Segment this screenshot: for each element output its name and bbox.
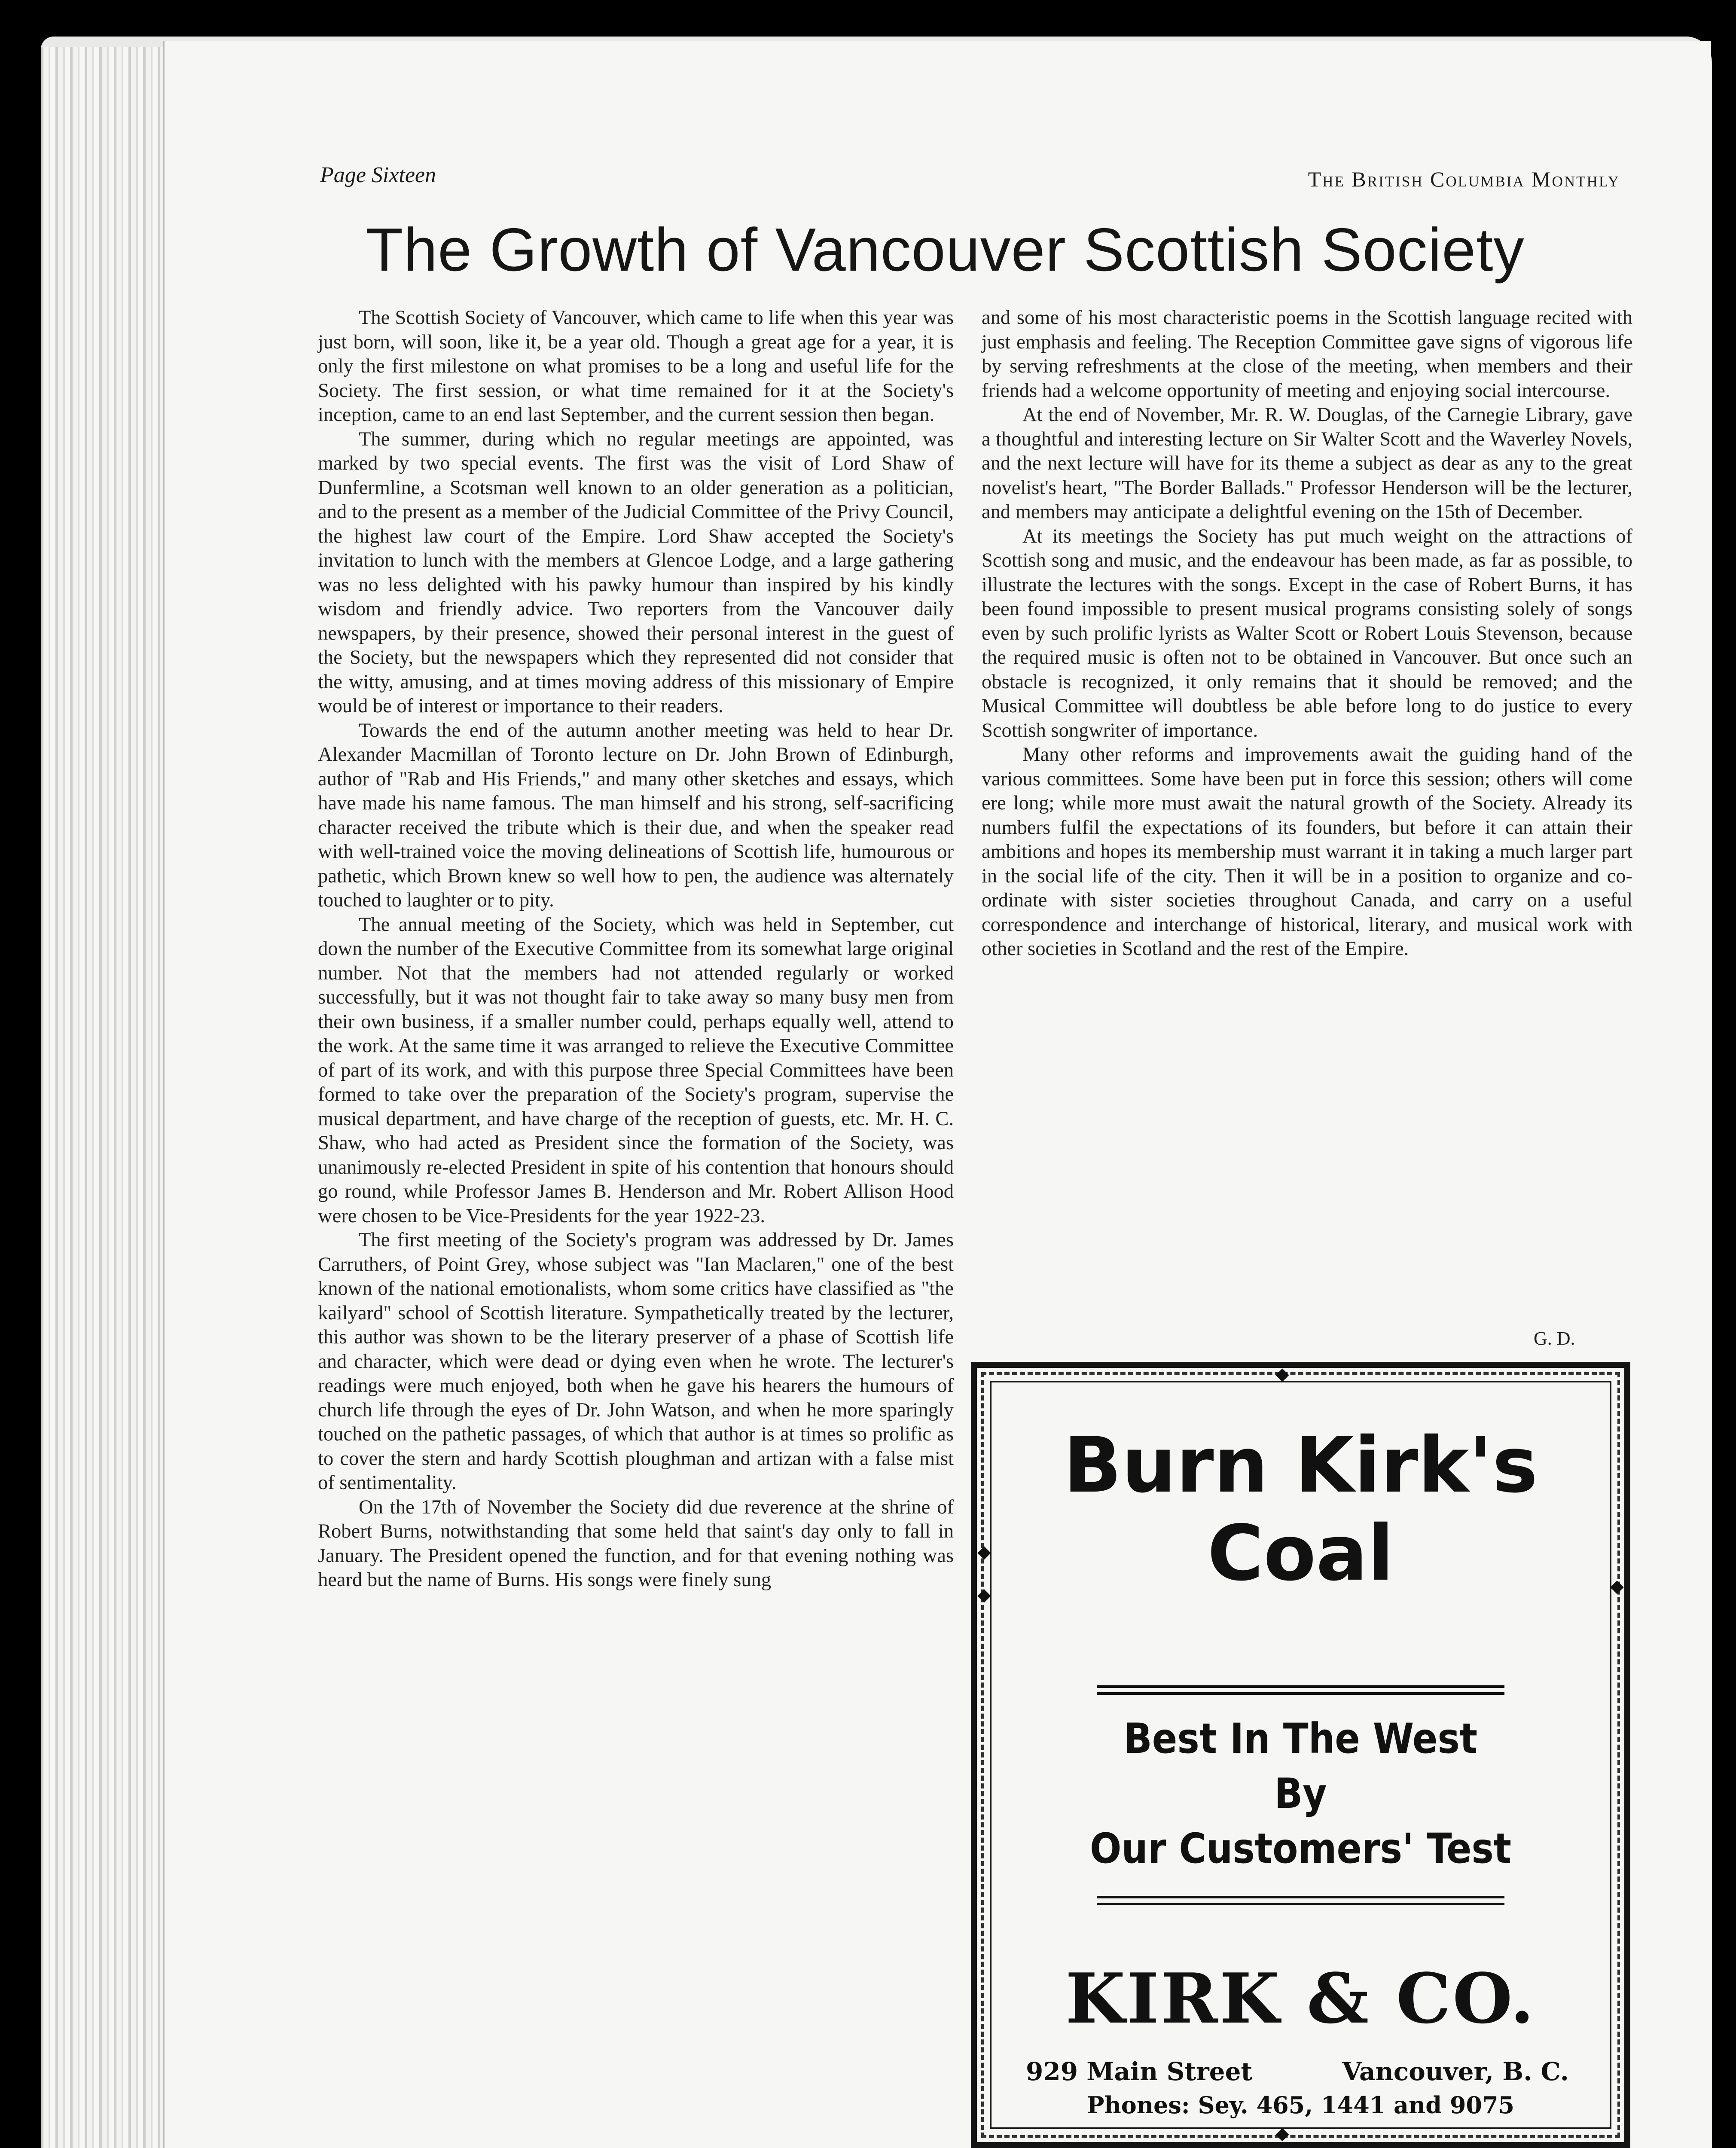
ad-tagline-line3: Our Customers' Test — [1089, 1825, 1512, 1873]
diamond-ornament-icon — [977, 1546, 991, 1559]
paragraph: Many other reforms and improvements await the guiding hand of the various committees. Some have been put in force this session; others will come ere long; while more must await the natural growth of the Society. Already its numbers fulfil the expectations of its founders, but before it can attain their ambitions and hopes its membership must warrant it in taking a much larger part in the social life of the city. Then it will be in a position to organize and co-ordinate with sister societies throughout Canada, and carry on a useful correspondence and interchange of historical, literary, and musical work with other societies in Scotland and the rest of the Empire. — [982, 744, 1632, 960]
paragraph: The annual meeting of the Society, which was held in September, cut down the number of the Executive Committee from its somewhat large original number. Not that the members had not attended regularly or worked successfully, but it was not thought fair to take away so many busy men from their own business, if a smaller number could, perhaps equally well, attend to the work. At the same time it was arranged to relieve the Executive Committee of part of its work, and with this purpose three Special Committees have been formed to take over the preparation of the Society's program, supervise the musical department, and have charge of the reception of guests, etc. Mr. H. C. Shaw, who had acted as President since the formation of the Society, was unanimously re-elected President in spite of his contention that honours should go round, while Professor James B. Henderson and Mr. Robert Allison Hood were chosen to be Vice-Presidents for the year 1922-23. — [318, 913, 954, 1227]
publication-name: The British Columbia Monthly — [1308, 167, 1620, 191]
paragraph: and some of his most characteristic poems in the Scottish language recited with just emphasis and feeling. The Reception Committee gave signs of vigorous life by serving refreshments at the close of the meeting, when members and their friends had a welcome opportunity of meeting and enjoying social intercourse. — [982, 307, 1632, 402]
ad-address: 929 Main Street — [1026, 2057, 1253, 2086]
ad-tagline — [992, 1711, 1610, 1876]
paragraph: At the end of November, Mr. R. W. Douglas, of the Carnegie Library, gave a thoughtful and interesting lecture on Sir Walter Scott and the Waverley Novels, and the next lecture will have for its theme a subject as dear as any to the great novelist's heart, "The Border Ballads." Professor Henderson will be the lecturer, and members may anticipate a delightful evening on the 15th of December. — [982, 404, 1632, 523]
diamond-ornament-icon — [1275, 1368, 1289, 1382]
ad-headline-line1: Burn Kirk's — [1063, 1421, 1538, 1510]
paragraph: Towards the end of the autumn another meeting was held to hear Dr. Alexander Macmillan of Toronto lecture on Dr. John Brown of Edinburgh, author of "Rab and His Friends," and many other sketches and essays, which have made his name famous. The man himself and his strong, self-sacrificing character received the tribute which is their due, and when the speaker read with well-trained voice the moving delineations of Scottish life, humourous or pathetic, which Brown knew so well how to pen, the audience was alternately touched to laughter or to pity. — [318, 719, 954, 911]
ad-tagline-line2: By — [1274, 1770, 1327, 1818]
paragraph: The summer, during which no regular meetings are appointed, was marked by two special events. The first was the visit of Lord Shaw of Dunfermline, a Scotsman well known to an older generation as a politician, and to the present as a member of the Judicial Committee of the Privy Council, the highest law court of the Empire. Lord Shaw accepted the Society's invitation to lunch with the members at Glencoe Lodge, and a large gathering was no less delighted with his pawky humour than inspired by his kindly wisdom and friendly advice. Two reporters from the Vancouver daily newspapers, by their presence, showed their personal interest in the guest of the Society, but the newspapers which they represented did not consider that the witty, amusing, and at times moving address of this missionary of Empire would be of interest or importance to their readers. — [318, 428, 954, 717]
page-number-label: Page Sixteen — [320, 163, 436, 187]
double-rule — [1097, 1685, 1504, 1695]
ad-headline-line2: Coal — [1207, 1509, 1394, 1598]
double-rule — [1097, 1896, 1504, 1905]
page-edges — [41, 47, 170, 2148]
diamond-ornament-icon — [1275, 2128, 1289, 2141]
ad-city: Vancouver, B. C. — [1342, 2057, 1569, 2086]
ad-phones: Phones: Sey. 465, 1441 and 9075 — [1086, 2091, 1515, 2119]
ad-tagline-line1: Best In The West — [1123, 1715, 1478, 1763]
diamond-ornament-icon — [1610, 1580, 1623, 1594]
paragraph: At its meetings the Society has put much weight on the attractions of Scottish song and music, and the endeavour has been made, as far as possible, to illustrate the lectures with the songs. Except in the case of Robert Burns, it has been found impossible to present musical programs consisting solely of songs even by such prolific lyrists as Walter Scott or Robert Louis Stevenson, because the required music is often not to be obtained in Vancouver. But once such an obstacle is recognized, it only remains that it should be removed; and the Musical Committee will doubtless be able before long to do justice to every Scottish songwriter of importance. — [982, 525, 1632, 741]
ad-inner-frame — [990, 1381, 1611, 2129]
paragraph: The Scottish Society of Vancouver, which came to life when this year was just born, will soon, like it, be a year old. Though a great age for a year, it is only the first milestone on what promises to be a long and useful life for the Society. The first session, or what time remained for it at the Society's inception, came to an end last September, and the current session then began. — [318, 307, 954, 426]
kirk-coal-advertisement — [971, 1362, 1630, 2148]
article-right-column — [982, 306, 1632, 961]
diamond-ornament-icon — [977, 1589, 991, 1602]
ad-company-name: KIRK & CO. — [1065, 1958, 1536, 2039]
author-signature: G. D. — [1534, 1328, 1575, 1349]
paragraph: On the 17th of November the Society did due reverence at the shrine of Robert Burns, notwithstanding that some held that saint's day only to fall in January. The President opened the function, and for that evening nothing was heard but the name of Burns. His songs were finely sung — [318, 1496, 954, 1591]
paragraph: The first meeting of the Society's program was addressed by Dr. James Carruthers, of Point Grey, whose subject was "Ian Maclaren," one of the best known of the national emotionalists, whom some critics have classified as "the kailyard" school of Scottish literature. Sympathetically treated by the lecturer, this author was shown to be the literary preserver of a phase of Scottish life and character, which were dead or dying even when he wrote. The lecturer's readings were much enjoyed, both when he gave his hearers the humours of church life through the eyes of Dr. John Watson, and when he more sparingly touched on the pathetic passages, of which that author is at times so prolific as to cover the stern and hardy Scottish ploughman and artizan with a false mist of sentimentality. — [318, 1229, 954, 1494]
article-left-column — [318, 306, 954, 1593]
article-title: The Growth of Vancouver Scottish Society — [366, 216, 1525, 284]
ad-headline — [992, 1421, 1610, 1597]
